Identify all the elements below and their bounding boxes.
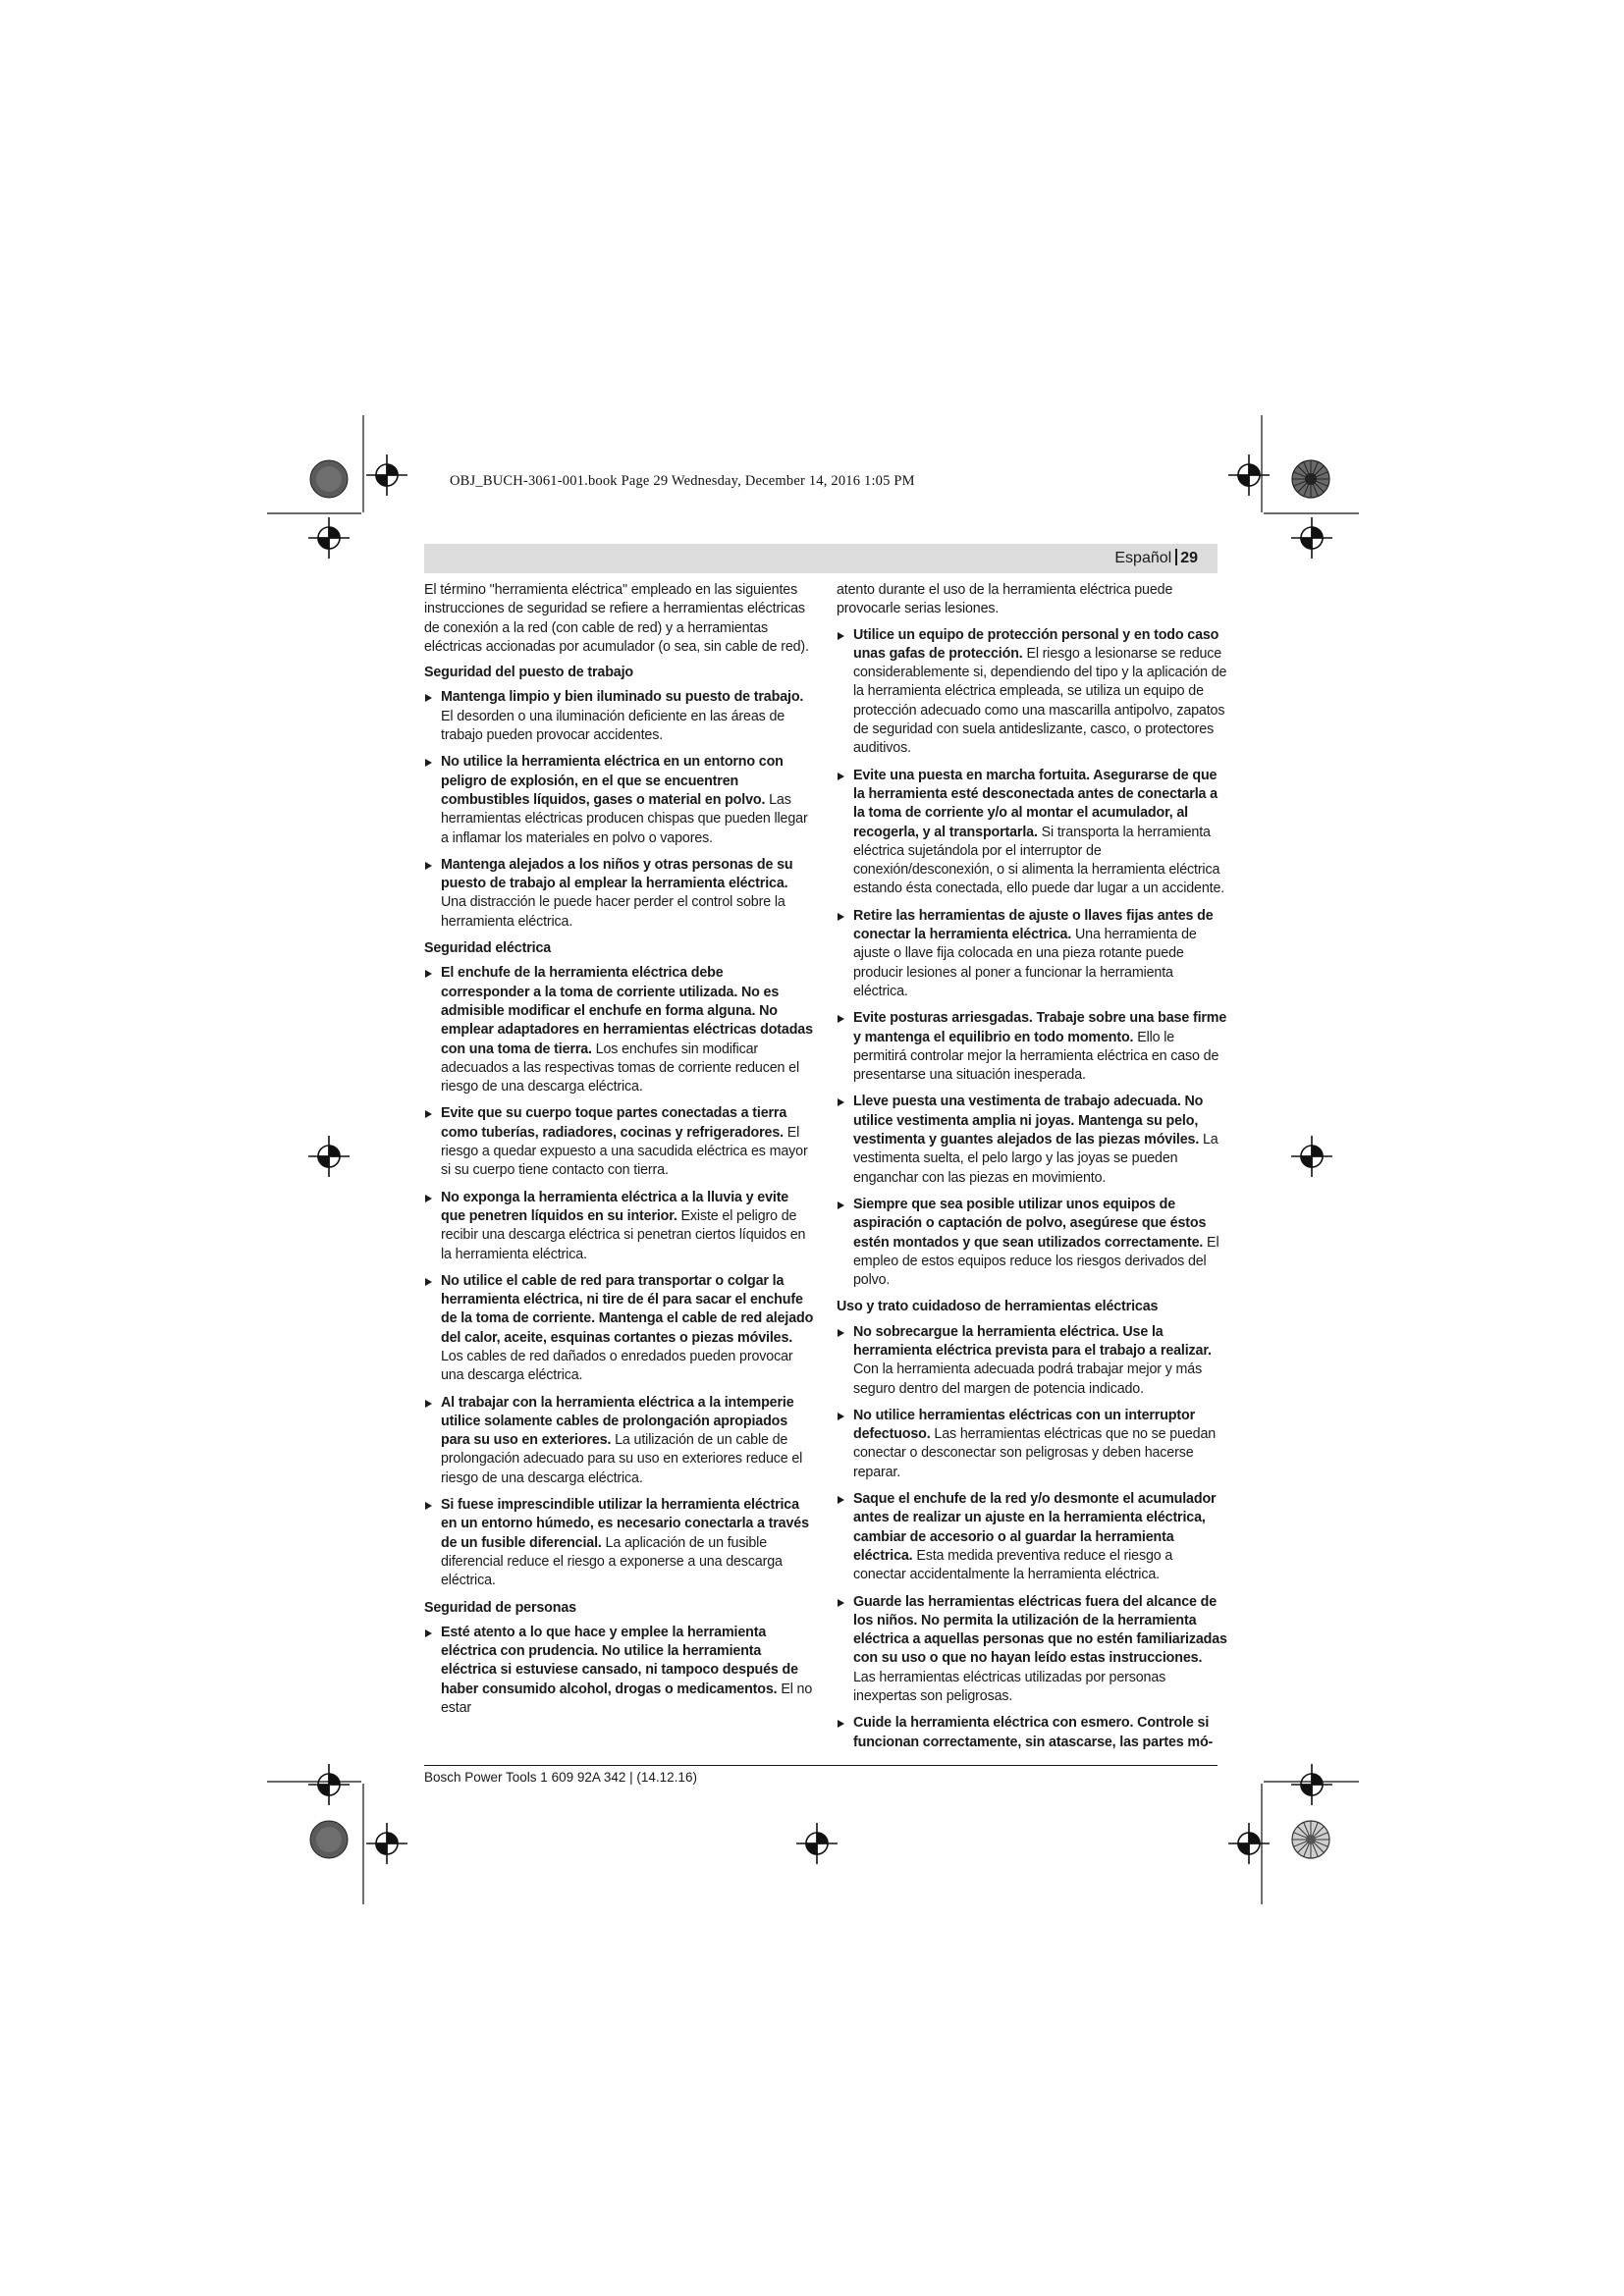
item-bold: Lleve puesta una vestimenta de trabajo adecuada. No utilice vestimenta amplia ni joyas. Mantenga su pelo, vestimenta y guantes alejados de las piezas móviles. — [853, 1094, 1204, 1148]
print-slug: OBJ_BUCH-3061-001.book Page 29 Wednesday, December 14, 2016 1:05 PM — [450, 473, 915, 489]
safety-item — [837, 1407, 1227, 1482]
bullet-arrow-icon — [425, 970, 432, 978]
item-bold: Utilice un equipo de protección personal y en todo caso unas gafas de protección. — [853, 626, 1219, 662]
bullet-arrow-icon — [425, 1629, 432, 1637]
safety-item — [837, 1490, 1227, 1584]
item-bold: No utilice herramientas eléctricas con un interruptor defectuoso. — [853, 1407, 1195, 1443]
bullet-arrow-icon — [425, 1110, 432, 1118]
item-text: El no estar — [441, 1681, 813, 1717]
bullet-arrow-icon — [425, 1195, 432, 1202]
bullet-arrow-icon — [425, 1400, 432, 1408]
item-bold: Evite una puesta en marcha fortuita. Asegurarse de que la herramienta esté desconectada antes de conectarla a la toma de corriente y/o al montar el acumulador, al recogerla, y al transportarla. — [853, 767, 1218, 840]
item-text: Una distracción le puede hacer perder el control sobre la herramienta eléctrica. — [441, 894, 785, 930]
continuation-paragraph: atento durante el uso de la herramienta eléctrica puede provocarle serias lesiones. — [837, 582, 1173, 617]
safety-item — [424, 688, 815, 745]
running-header-text — [1114, 549, 1198, 567]
right-column — [837, 581, 1227, 1760]
bullet-arrow-icon — [425, 862, 432, 870]
item-bold: Guarde las herramientas eléctricas fuera del alcance de los niños. No permita la utilización de la herramienta eléctrica a aquellas personas que no estén familiarizadas con su uso o que no hayan leído estas instrucciones. — [853, 1593, 1227, 1667]
safety-item — [424, 964, 815, 1096]
safety-item — [837, 907, 1227, 1001]
header-language: Español — [1114, 550, 1172, 566]
safety-item — [837, 767, 1227, 899]
bullet-arrow-icon — [838, 1599, 844, 1607]
item-bold: Si fuese imprescindible utilizar la herramienta eléctrica en un entorno húmedo, es necesario conectarla a través de un fusible diferencial. — [441, 1497, 809, 1551]
item-bold: Evite posturas arriesgadas. Trabaje sobre una base firme y mantenga el equilibrio en todo momento. — [853, 1010, 1227, 1045]
item-text: Las herramientas eléctricas utilizadas por personas inexpertas son peligrosas. — [853, 1669, 1166, 1705]
safety-item — [424, 856, 815, 932]
safety-item — [424, 1624, 815, 1718]
safety-item — [837, 1009, 1227, 1085]
item-bold: No utilice el cable de red para transportar o colgar la herramienta eléctrica, ni tire de él para sacar el enchufe de la toma de corriente. Mantenga el cable de red alejado del calor, aceite, esquinas cortantes o piezas móviles. — [441, 1272, 814, 1346]
item-text: El desorden o una iluminación deficiente en las áreas de trabajo pueden provocar accidentes. — [441, 708, 785, 744]
item-text: Los cables de red dañados o enredados pueden provocar una descarga eléctrica. — [441, 1348, 793, 1384]
safety-item — [837, 1714, 1227, 1752]
safety-item — [424, 1189, 815, 1264]
bullet-arrow-icon — [838, 913, 844, 921]
section-heading: Uso y trato cuidadoso de herramientas eléctricas — [837, 1299, 1159, 1315]
bullet-arrow-icon — [838, 1496, 844, 1504]
bullet-arrow-icon — [838, 1329, 844, 1337]
item-bold: Al trabajar con la herramienta eléctrica a la intemperie utilice solamente cables de prolongación apropiados para su uso en exteriores. — [441, 1394, 794, 1449]
safety-item — [837, 626, 1227, 759]
safety-item — [424, 753, 815, 847]
item-text: Los enchufes sin modificar adecuados a las respectivas tomas de corriente reducen el riesgo de una descarga eléctrica. — [441, 1041, 799, 1095]
item-text: Las herramientas eléctricas que no se puedan conectar o desconectar son peligrosas y deben hacerse reparar. — [853, 1426, 1217, 1480]
safety-item — [837, 1323, 1227, 1399]
item-text: El riesgo a quedar expuesto a una sacudida eléctrica es mayor si su cuerpo tiene contacto con tierra. — [441, 1124, 808, 1179]
bullet-arrow-icon — [838, 1413, 844, 1420]
left-column — [424, 581, 815, 1726]
item-bold: Esté atento a lo que hace y emplee la herramienta eléctrica con prudencia. No utilice la herramienta eléctrica si estuviese cansado, ni tampoco después de haber consumido alcohol, drogas o medicamentos. — [441, 1624, 798, 1697]
item-bold: No exponga la herramienta eléctrica a la lluvia y evite que penetren líquidos en su interior. — [441, 1189, 789, 1224]
bullet-arrow-icon — [838, 1098, 844, 1106]
safety-item — [837, 1593, 1227, 1707]
item-bold: Cuide la herramienta eléctrica con esmero. Controle si funcionan correctamente, sin atascarse, las partes mó- — [853, 1715, 1214, 1750]
item-bold: Saque el enchufe de la red y/o desmonte el acumulador antes de realizar un ajuste en la herramienta eléctrica, cambiar de accesorio o al guardar la herramienta eléctrica. — [853, 1491, 1217, 1564]
safety-item — [424, 1394, 815, 1488]
item-bold: No utilice la herramienta eléctrica en un entorno con peligro de explosión, en el que se encuentren combustibles líquidos, gases o material en polvo. — [441, 754, 784, 808]
footer-text: Bosch Power Tools 1 609 92A 342 | (14.12.16) — [424, 1770, 697, 1785]
item-text: Si transporta la herramienta eléctrica sujetándola por el interruptor de conexión/desconexión, o si alimenta la herramienta eléctrica estando ésta conectada, ello puede dar lugar a un accidente. — [853, 824, 1225, 897]
bullet-arrow-icon — [838, 1015, 844, 1023]
bullet-arrow-icon — [838, 1201, 844, 1209]
item-bold: El enchufe de la herramienta eléctrica debe corresponder a la toma de corriente utilizada. No es admisible modificar el enchufe en forma alguna. No emplear adaptadores en herramientas eléctricas dotadas con una toma de tierra. — [441, 965, 813, 1057]
section-heading: Seguridad de personas — [424, 1599, 576, 1616]
safety-item — [424, 1104, 815, 1180]
footer-rule — [424, 1765, 1218, 1766]
item-text: El riesgo a lesionarse se reduce considerablemente si, dependiendo del tipo y la aplicación de la herramienta eléctrica empleada, se utiliza un equipo de protección adecuado como una mascarilla antipolvo, zapatos de seguridad con suela antideslizante, casco, o protectores auditivos. — [853, 645, 1227, 757]
safety-item — [424, 1272, 815, 1386]
bullet-arrow-icon — [425, 694, 432, 702]
section-heading: Seguridad eléctrica — [424, 940, 552, 957]
header-separator — [1175, 549, 1177, 565]
section-heading: Seguridad del puesto de trabajo — [424, 665, 634, 681]
safety-item — [837, 1196, 1227, 1290]
item-text: Ello le permitirá controlar mejor la herramienta eléctrica en caso de presentarse una situación inesperada. — [853, 1029, 1219, 1084]
item-text: Esta medida preventiva reduce el riesgo a conectar accidentalmente la herramienta eléctrica. — [853, 1547, 1173, 1583]
bullet-arrow-icon — [425, 759, 432, 767]
item-text: Existe el peligro de recibir una descarga eléctrica si penetran ciertos líquidos en la herramienta eléctrica. — [441, 1207, 806, 1262]
item-bold: Mantenga alejados a los niños y otras personas de su puesto de trabajo al emplear la herramienta eléctrica. — [441, 856, 793, 892]
item-text: Las herramientas eléctricas producen chispas que pueden llegar a inflamar los materiales en polvo o vapores. — [441, 791, 808, 846]
bullet-arrow-icon — [425, 1502, 432, 1510]
bullet-arrow-icon — [838, 632, 844, 640]
safety-item — [837, 1093, 1227, 1187]
item-bold: Siempre que sea posible utilizar unos equipos de aspiración o captación de polvo, asegúrese que éstos estén montados y que sean utilizados correctamente. — [853, 1196, 1207, 1251]
bullet-arrow-icon — [425, 1278, 432, 1286]
item-bold: Evite que su cuerpo toque partes conectadas a tierra como tuberías, radiadores, cocinas y refrigeradores. — [441, 1105, 787, 1141]
item-text: La utilización de un cable de prolongación adecuado para su uso en exteriores reduce el riesgo de una descarga eléctrica. — [441, 1432, 803, 1486]
item-text: El empleo de estos equipos reduce los riesgos derivados del polvo. — [853, 1234, 1219, 1289]
intro-paragraph: El término "herramienta eléctrica" empleado en las siguientes instrucciones de seguridad se refiere a herramientas eléctricas de conexión a la red (con cable de red) y a herramientas eléctricas accionadas por acumulador (o sea, sin cable de red). — [424, 582, 809, 655]
item-bold: No sobrecargue la herramienta eléctrica. Use la herramienta eléctrica prevista para el trabajo a realizar. — [853, 1323, 1212, 1359]
running-header — [424, 544, 1218, 573]
safety-item — [424, 1496, 815, 1590]
bullet-arrow-icon — [838, 1720, 844, 1728]
item-text: Una herramienta de ajuste o llave fija colocada en una pieza rotante puede producir lesiones al poner a funcionar la herramienta eléctrica. — [853, 927, 1197, 999]
page-number: 29 — [1180, 550, 1198, 566]
item-text: Con la herramienta adecuada podrá trabajar mejor y más seguro dentro del margen de potencia indicado. — [853, 1362, 1203, 1397]
bullet-arrow-icon — [838, 773, 844, 780]
item-text: La aplicación de un fusible diferencial reduce el riesgo a exponerse a una descarga eléctrica. — [441, 1534, 783, 1589]
item-bold: Mantenga limpio y bien iluminado su puesto de trabajo. — [441, 689, 804, 706]
item-bold: Retire las herramientas de ajuste o llaves fijas antes de conectar la herramienta eléctrica. — [853, 907, 1214, 943]
item-text: La vestimenta suelta, el pelo largo y las joyas se pueden enganchar con las piezas en movimiento. — [853, 1132, 1218, 1186]
